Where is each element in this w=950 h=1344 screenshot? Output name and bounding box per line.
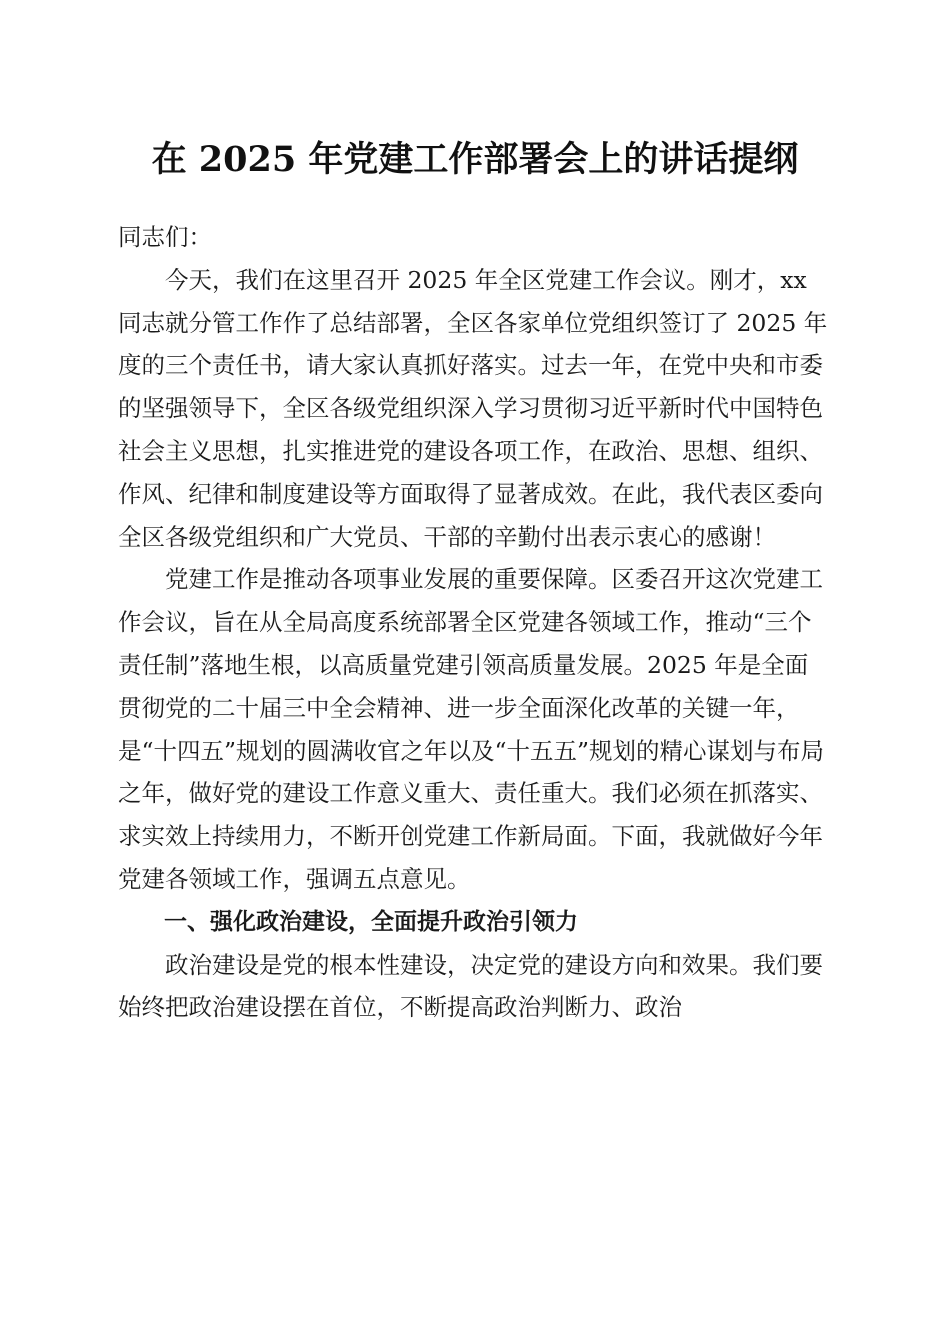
paragraph-opening: 今天，我们在这里召开 2025 年全区党建工作会议。刚才，xx 同志就分管工作作了总结部署，全区各家单位党组织签订了 2025 年度的三个责任书，请大家认真抓好落实。过去一年，在党中央和市委的坚强领导下，全区各级党组织深入学习贯彻习近平新时代中国特色社会主义思想，扎实推进党的建设各项工作，在政治、思想、组织、作风、纪律和制度建设等方面取得了显著成效。在此，我代表区委向全区各级党组织和广大党员、干部的辛勤付出表示衷心的感谢！	[118, 265, 828, 551]
salutation: 同志们：	[118, 223, 212, 251]
section-1-paragraph: 政治建设是党的根本性建设，决定党的建设方向和效果。我们要始终把政治建设摆在首位，不断提高政治判断力、政治	[118, 950, 823, 1022]
paragraph-importance: 党建工作是推动各项事业发展的重要保障。区委召开这次党建工作会议，旨在从全局高度系统部署全区党建各领域工作，推动“三个责任制”落地生根，以高质量党建引领高质量发展。2025 年是全面贯彻党的二十届三中全会精神、进一步全面深化改革的关键一年，是“十四五”规划的圆满收官之年以及“十五五”规划的精心谋划与布局之年，做好党的建设工作意义重大、责任重大。我们必须在抓落实、求实效上持续用力，不断开创党建工作新局面。下面，我就做好今年党建各领域工作，强调五点意见。	[118, 565, 825, 893]
document-body	[118, 216, 830, 1029]
section-heading-1: 一、强化政治建设，全面提升政治引领力	[164, 908, 578, 935]
document-title: 在 2025 年党建工作部署会上的讲话提纲	[151, 139, 799, 180]
